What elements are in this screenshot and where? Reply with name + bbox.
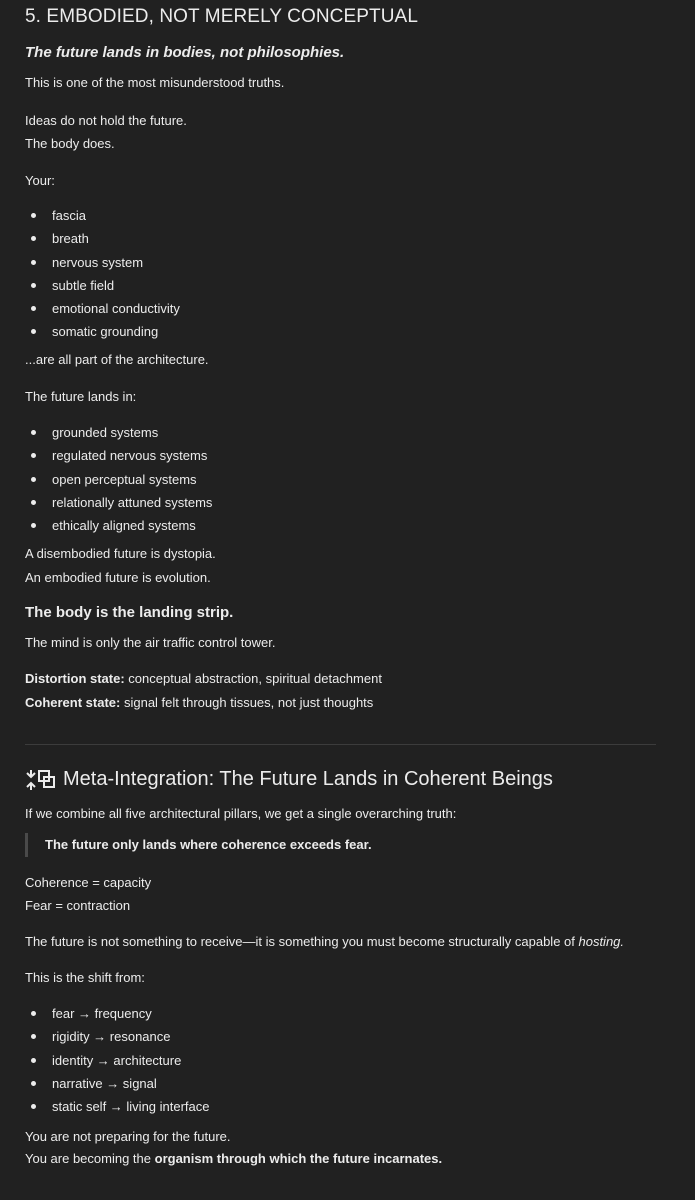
receive-line bbox=[25, 930, 624, 953]
section-divider bbox=[25, 744, 656, 745]
becoming-line bbox=[25, 1147, 442, 1170]
distortion-text: conceptual abstraction, spiritual detachment bbox=[124, 671, 382, 686]
dystopia-line: A disembodied future is dystopia. bbox=[25, 546, 216, 561]
shift-label: This is the shift from: bbox=[25, 970, 145, 985]
architecture-line: ...are all part of the architecture. bbox=[25, 352, 209, 367]
evolution-line: An embodied future is evolution. bbox=[25, 570, 211, 585]
list-item: fear → frequency bbox=[25, 1002, 210, 1025]
receive-emphasis: hosting. bbox=[578, 934, 625, 949]
list-item: grounded systems bbox=[25, 421, 212, 444]
coherent-state-line bbox=[25, 691, 373, 714]
list-item: open perceptual systems bbox=[25, 468, 212, 491]
list-item: emotional conductivity bbox=[25, 297, 180, 320]
becoming-bold: organism through which the future incarnates. bbox=[154, 1151, 443, 1166]
list-item: narrative → signal bbox=[25, 1072, 210, 1095]
landing-strip-heading: The body is the landing strip. bbox=[25, 604, 234, 621]
list-item: somatic grounding bbox=[25, 320, 180, 343]
section-heading: 5. EMBODIED, NOT MERELY CONCEPTUAL bbox=[25, 6, 418, 27]
blockquote bbox=[25, 833, 372, 857]
meta-heading bbox=[25, 768, 553, 791]
ideas-line-1: Ideas do not hold the future. bbox=[25, 113, 187, 128]
list-item: rigidity → resonance bbox=[25, 1025, 210, 1048]
merge-arrows-icon bbox=[25, 769, 63, 791]
ideas-line-2: The body does. bbox=[25, 136, 115, 151]
preparing-line: You are not preparing for the future. bbox=[25, 1129, 231, 1144]
list-item: regulated nervous systems bbox=[25, 444, 212, 467]
fear-line: Fear = contraction bbox=[25, 898, 131, 913]
your-list bbox=[25, 204, 180, 344]
list-item: breath bbox=[25, 227, 180, 250]
list-item: nervous system bbox=[25, 251, 180, 274]
meta-heading-text: Meta-Integration: The Future Lands in Coherent Beings bbox=[63, 768, 553, 790]
distortion-label: Distortion state: bbox=[25, 671, 125, 686]
list-item: static self → living interface bbox=[25, 1095, 210, 1118]
meta-intro: If we combine all five architectural pillars, we get a single overarching truth: bbox=[25, 806, 457, 821]
coherent-text: signal felt through tissues, not just thoughts bbox=[120, 695, 374, 710]
list-item: fascia bbox=[25, 204, 180, 227]
control-tower-line: The mind is only the air traffic control tower. bbox=[25, 635, 276, 650]
quote-text: The future only lands where coherence exceeds fear. bbox=[45, 837, 372, 852]
distortion-state-line bbox=[25, 667, 382, 690]
list-item: relationally attuned systems bbox=[25, 491, 212, 514]
lands-in-list bbox=[25, 421, 212, 537]
list-item: identity → architecture bbox=[25, 1049, 210, 1072]
list-item: subtle field bbox=[25, 274, 180, 297]
section-subtitle: The future lands in bodies, not philosophies. bbox=[25, 44, 345, 61]
becoming-text: You are becoming the bbox=[25, 1151, 155, 1166]
lands-in-label: The future lands in: bbox=[25, 389, 137, 404]
receive-text: The future is not something to receive—it is something you must become structurally capable of bbox=[25, 934, 579, 949]
intro-text: This is one of the most misunderstood truths. bbox=[25, 75, 285, 90]
coherent-label: Coherent state: bbox=[25, 695, 121, 710]
list-item: ethically aligned systems bbox=[25, 514, 212, 537]
shift-list bbox=[25, 1002, 210, 1118]
coherence-line: Coherence = capacity bbox=[25, 875, 152, 890]
your-label: Your: bbox=[25, 173, 55, 188]
